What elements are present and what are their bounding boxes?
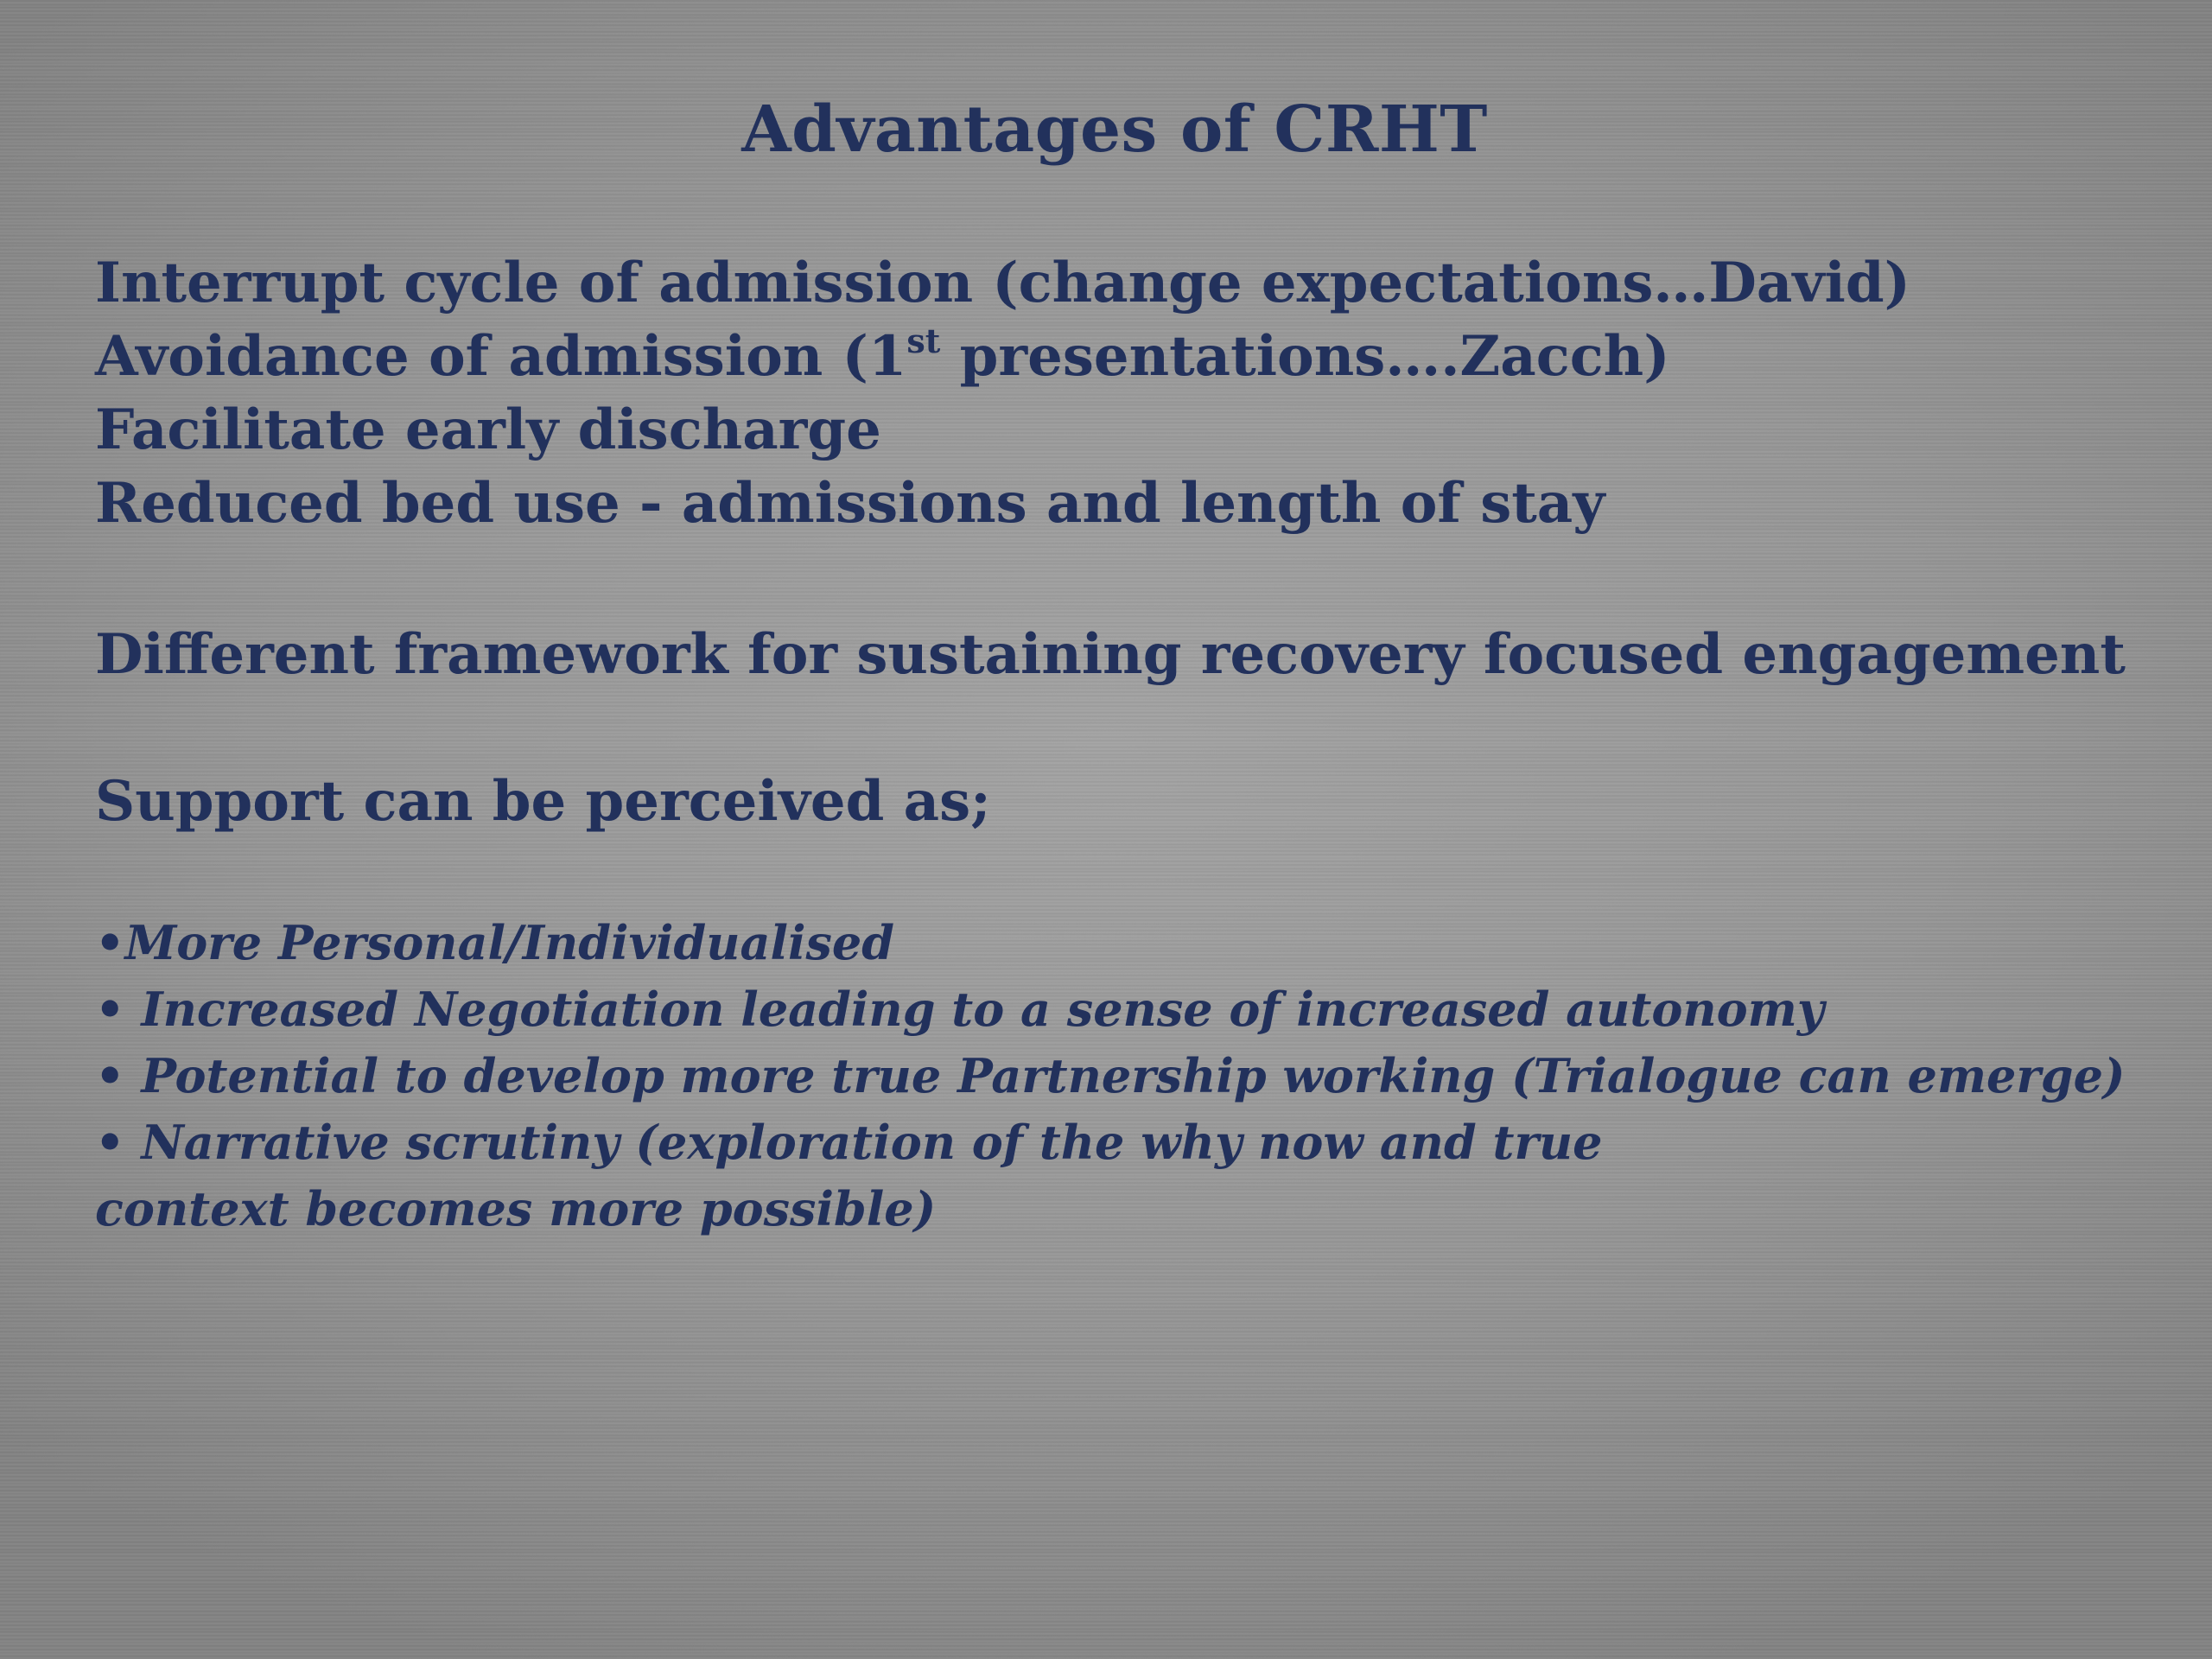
support-bullet-list xyxy=(95,910,2125,1243)
support-bullet-narrative: • Narrative scrutiny (exploration of the why now and true xyxy=(95,1115,1603,1170)
support-bullet-negotiation: • Increased Negotiation leading to a sense of increased autonomy xyxy=(95,982,1825,1037)
main-point-avoidance xyxy=(95,320,1910,393)
support-bullet-partnership: • Potential to develop more true Partnership working (Trialogue can emerge) xyxy=(95,1048,2126,1103)
main-point-reduced-bed-use: Reduced bed use - admissions and length of stay xyxy=(95,471,1605,536)
support-heading: Support can be perceived as; xyxy=(95,769,991,834)
main-point-interrupt-cycle: Interrupt cycle of admission (change expectations…David) xyxy=(95,251,1910,315)
main-point-avoidance-text: Avoidance of admission (1 xyxy=(95,324,907,389)
support-bullet-personal: •More Personal/Individualised xyxy=(95,915,895,970)
slide-title: Advantages of CRHT xyxy=(741,92,1488,167)
main-point-early-discharge: Facilitate early discharge xyxy=(95,397,881,462)
support-bullet-narrative-continued: context becomes more possible) xyxy=(95,1181,937,1236)
ordinal-suffix: st xyxy=(906,321,941,360)
main-point-avoidance-rest: presentations….Zacch) xyxy=(940,324,1670,389)
main-points-list xyxy=(95,246,1910,540)
framework-statement: Different framework for sustaining recovery focused engagement xyxy=(95,622,2126,687)
